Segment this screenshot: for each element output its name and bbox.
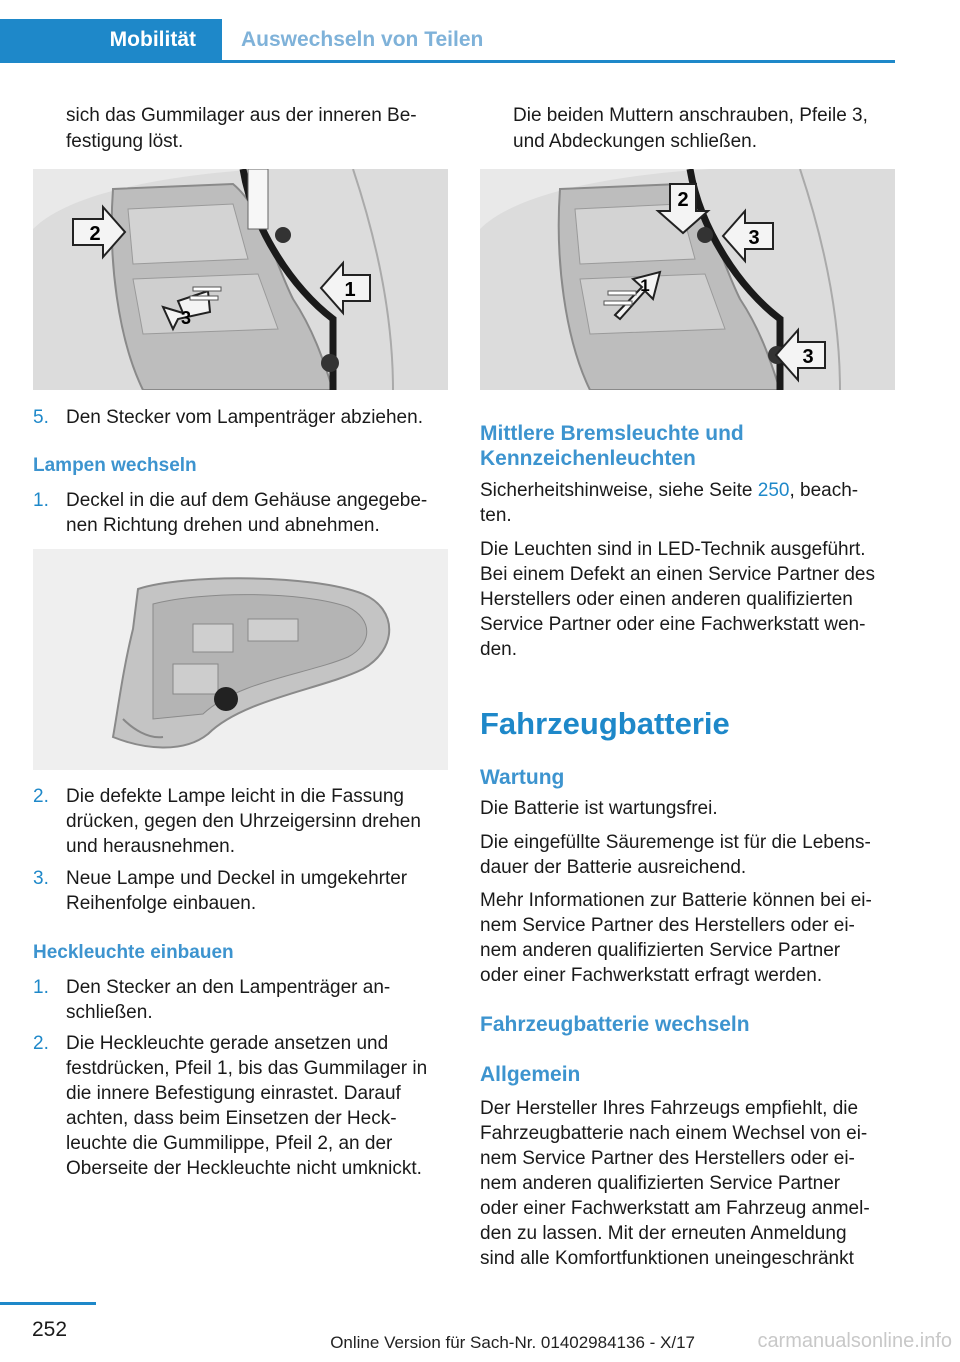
taillight-illustration <box>33 169 448 390</box>
paragraph-line: Die Leuchten sind in LED-Technik ausgeführt. <box>480 539 866 560</box>
list-text: Neue Lampe und Deckel in umgekehrter <box>66 868 408 889</box>
list-text: und herausnehmen. <box>66 836 236 857</box>
intro-line: festigung löst. <box>66 131 184 152</box>
paragraph-line: Herstellers oder einen anderen qualifizierten <box>480 589 853 610</box>
heading-bremsleuchte: Mittlere Bremsleuchte und <box>480 422 744 445</box>
lamp-housing-figure <box>33 549 448 770</box>
arrow-label: 3 <box>748 227 760 249</box>
list-item <box>33 975 453 1027</box>
paragraph-line: ten. <box>480 505 512 526</box>
footer-divider <box>0 1302 96 1305</box>
arrow-label: 2 <box>89 223 101 245</box>
list-text: Den Stecker vom Lampenträger abziehen. <box>66 407 423 428</box>
paragraph-line: nem anderen qualifizierten Service Partner <box>480 940 841 961</box>
paragraph-line: nem Service Partner des Herstellers oder ei- <box>480 915 855 936</box>
list-text: festdrücken, Pfeil 1, bis das Gummilager in <box>66 1058 428 1079</box>
list-number: 2. <box>33 786 49 807</box>
list-text: schließen. <box>66 1002 153 1023</box>
paragraph-line: Service Partner oder eine Fachwerkstatt wen- <box>480 614 866 635</box>
list-number: 3. <box>33 868 49 889</box>
list-text: Den Stecker an den Lampenträger an- <box>66 977 391 998</box>
paragraph-line <box>480 478 858 503</box>
list-item <box>33 784 453 860</box>
list-text: Die defekte Lampe leicht in die Fassung <box>66 786 404 807</box>
list-text: drücken, gegen den Uhrzeigersinn drehen <box>66 811 421 832</box>
paragraph-line: oder einer Fachwerkstatt am Fahrzeug anmel- <box>480 1198 870 1219</box>
list-item <box>33 866 453 918</box>
paragraph-line: den zu lassen. Mit der erneuten Anmeldung <box>480 1223 847 1244</box>
intro-line: sich das Gummilager aus der inneren Be- <box>66 105 417 126</box>
list-number: 1. <box>33 490 49 511</box>
arrow-label: 2 <box>677 189 689 211</box>
subheading-heckleuchte-einbauen: Heckleuchte einbauen <box>33 942 234 963</box>
list-text: Die Heckleuchte gerade ansetzen und <box>66 1033 389 1054</box>
paragraph-line: Fahrzeugbatterie nach einem Wechsel von ei- <box>480 1123 868 1144</box>
text-segment: Sicherheitshinweise, siehe Seite <box>480 480 758 501</box>
list-number: 1. <box>33 977 49 998</box>
subheading-lampen-wechseln: Lampen wechseln <box>33 455 197 476</box>
subheading-allgemein: Allgemein <box>480 1063 581 1086</box>
paragraph-line: nem anderen qualifizierten Service Partner <box>480 1173 841 1194</box>
list-text: achten, dass beim Einsetzen der Heck- <box>66 1108 397 1129</box>
list-number: 5. <box>33 407 49 428</box>
taillight-screws-illustration <box>480 169 895 390</box>
paragraph-line: sind alle Komfortfunktionen uneingeschränkt <box>480 1248 854 1269</box>
page-link[interactable]: 250 <box>757 480 790 501</box>
watermark: carmanualsonline.info <box>757 1330 952 1352</box>
paragraph-line: oder einer Fachwerkstatt erfragt werden. <box>480 965 823 986</box>
list-item <box>33 488 453 540</box>
paragraph-line: dauer der Batterie ausreichend. <box>480 857 747 878</box>
paragraph-line: Bei einem Defekt an einen Service Partner des <box>480 564 875 585</box>
text-segment: , beach- <box>789 480 859 501</box>
heading-bremsleuchte: Kennzeichenleuchten <box>480 447 696 470</box>
paragraph-line: Die eingefüllte Säuremenge ist für die Lebens- <box>480 832 871 853</box>
subheading-wartung: Wartung <box>480 766 565 789</box>
page-number: 252 <box>32 1318 68 1341</box>
paragraph-line: Der Hersteller Ihres Fahrzeugs empfiehlt, die <box>480 1098 859 1119</box>
list-text: Reihenfolge einbauen. <box>66 893 257 914</box>
list-text: die innere Befestigung einrastet. Darauf <box>66 1083 401 1104</box>
paragraph-line: den. <box>480 639 517 660</box>
tab-auswechseln-von-teilen[interactable]: Auswechseln von Teilen <box>241 28 484 51</box>
list-text: Oberseite der Heckleuchte nicht umknickt. <box>66 1158 422 1179</box>
arrow-label: 3 <box>802 346 814 368</box>
header-divider <box>0 60 895 63</box>
list-text: Deckel in die auf dem Gehäuse angegebe- <box>66 490 428 511</box>
list-text: leuchte die Gummilippe, Pfeil 2, an der <box>66 1133 393 1154</box>
page-header <box>0 0 960 62</box>
intro-line: und Abdeckungen schließen. <box>513 131 758 152</box>
list-item <box>33 1031 453 1183</box>
list-text: nen Richtung drehen und abnehmen. <box>66 515 380 536</box>
online-version-note: Online Version für Sach-Nr. 01402984136 - X/17 <box>330 1333 695 1352</box>
list-number: 2. <box>33 1033 49 1054</box>
taillight-screws-figure <box>480 169 895 390</box>
heading-fahrzeugbatterie: Fahrzeugbatterie <box>480 706 730 741</box>
arrow-label: 1 <box>344 279 356 301</box>
lamp-housing-illustration <box>33 549 448 770</box>
tab-mobilitaet[interactable]: Mobilität <box>0 19 222 61</box>
arrow-label: 3 <box>180 308 192 328</box>
paragraph-line: Mehr Informationen zur Batterie können bei ei- <box>480 890 872 911</box>
paragraph-line: Die Batterie ist wartungsfrei. <box>480 798 718 819</box>
paragraph-line: nem Service Partner des Herstellers oder ei- <box>480 1148 855 1169</box>
heading-batterie-wechseln: Fahrzeugbatterie wechseln <box>480 1013 750 1036</box>
intro-line: Die beiden Muttern anschrauben, Pfeile 3, <box>513 105 868 126</box>
taillight-install-figure <box>33 169 448 390</box>
arrow-label: 1 <box>640 276 650 295</box>
